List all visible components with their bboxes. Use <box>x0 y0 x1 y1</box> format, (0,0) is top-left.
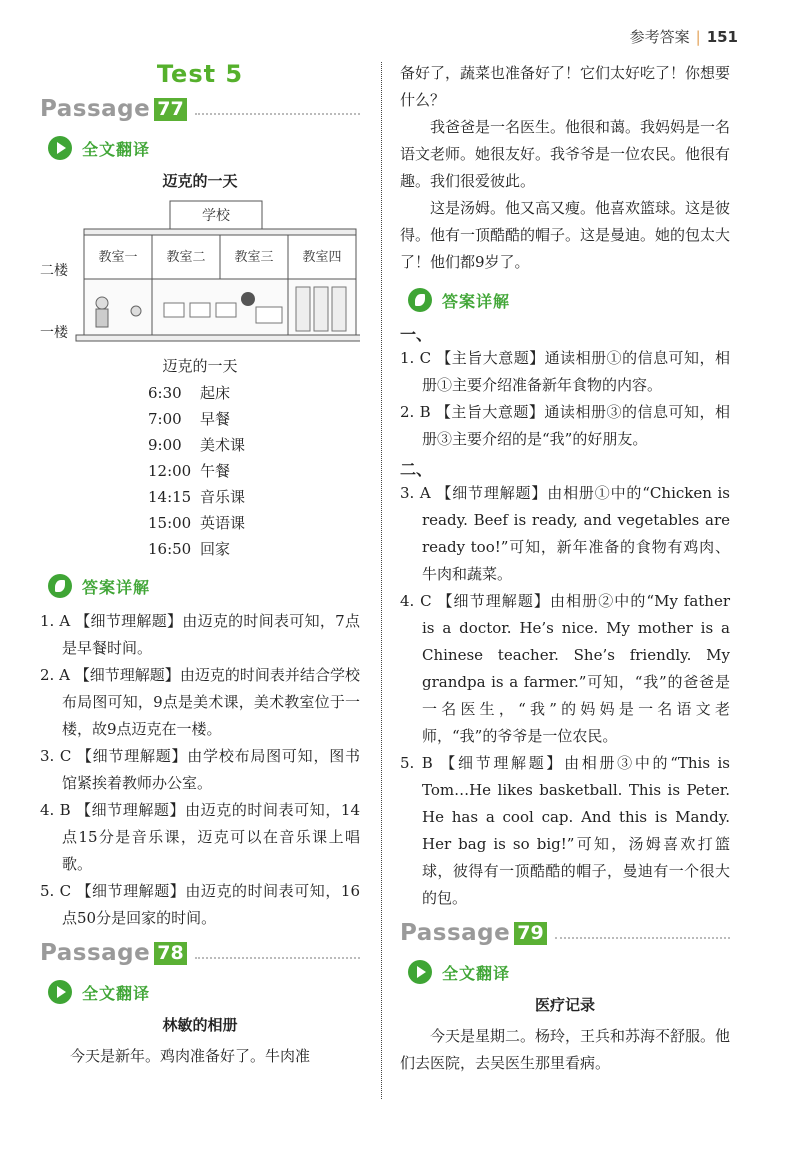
passage-77-heading <box>40 96 360 122</box>
translation-section-77 <box>48 136 360 160</box>
answer-item: 3. A 【细节理解题】由相册①中的“Chicken is ready. Beef is ready, and vegetables are ready too!”可知，新年准备的食物有鸡肉、牛肉和蔬菜。 <box>400 484 730 583</box>
schedule-row <box>148 536 360 562</box>
answer-item: 3. C 【细节理解题】由学校布局图可知，图书馆紧挨着教师办公室。 <box>40 747 360 792</box>
answer-section-77 <box>48 574 360 598</box>
passage-number: 77 <box>154 98 186 121</box>
schedule-row <box>148 406 360 432</box>
schedule-item: 午餐 <box>200 462 231 480</box>
column-divider <box>381 62 382 1099</box>
schedule-time: 12:00 <box>148 462 192 480</box>
section-label: 答案详解 <box>442 291 511 311</box>
schedule-list <box>148 380 360 562</box>
leaf-icon <box>408 288 432 312</box>
schedule-time: 7:00 <box>148 410 182 428</box>
passage-dotted-rule <box>195 947 360 959</box>
bookshelf-icon <box>332 287 346 331</box>
schedule-time: 15:00 <box>148 514 192 532</box>
paragraph: 今天是星期二。杨玲，王兵和苏海不舒服。他们去医院，去吴医生那里看病。 <box>400 1027 731 1072</box>
desk-icon <box>256 307 282 323</box>
answer-item: 2. B 【主旨大意题】通读相册③的信息可知，相册③主要介绍的是“我”的好朋友。 <box>400 403 730 448</box>
schedule-item: 起床 <box>200 384 231 402</box>
play-icon <box>48 980 72 1004</box>
schedule-time: 6:30 <box>148 384 182 402</box>
person-icon <box>131 306 141 316</box>
passage-word: Passage <box>40 96 151 122</box>
left-column <box>40 60 360 1070</box>
story-title-78: 林敏的相册 <box>162 1016 238 1034</box>
answer-item: 4. C 【细节理解题】由相册②中的“My father is a doctor. He’s nice. My mother is a Chinese teacher. She’s friendly. My grandpa is a farmer.”可知，“我”的爸爸是一名医生，“我”的妈妈是一名语文老师，“我”的爷爷是一位农民。 <box>400 592 730 745</box>
bookshelf-icon <box>296 287 310 331</box>
schedule-item: 英语课 <box>200 514 246 532</box>
play-icon <box>48 136 72 160</box>
right-column <box>400 60 730 1077</box>
schedule-time: 16:50 <box>148 540 192 558</box>
passage-word: Passage <box>40 940 151 966</box>
person-icon <box>96 309 108 327</box>
answer-item: 1. C 【主旨大意题】通读相册①的信息可知，相册①主要介绍准备新年食物的内容。 <box>400 349 730 394</box>
schedule-time: 14:15 <box>148 488 192 506</box>
passage-dotted-rule <box>555 927 730 939</box>
schedule-title: 迈克的一天 <box>162 357 238 375</box>
schedule-row <box>148 432 360 458</box>
translation-section-79 <box>408 960 730 984</box>
paragraph: 这是汤姆。他又高又瘦。他喜欢篮球。这是彼得。他有一顶酷酷的帽子。这是曼迪。她的包太大了！他们都9岁了。 <box>400 199 731 271</box>
passage-78-heading <box>40 940 360 966</box>
room-label: 教室一 <box>98 250 138 265</box>
section-label: 全文翻译 <box>82 983 151 1003</box>
passage-dotted-rule <box>195 103 360 115</box>
room-label: 教室二 <box>166 250 206 265</box>
answer-item: 1. A 【细节理解题】由迈克的时间表可知，7点是早餐时间。 <box>40 612 360 657</box>
desk-icon <box>190 303 210 317</box>
translation-section-78 <box>48 980 360 1004</box>
desk-icon <box>216 303 236 317</box>
answer-item: 5. B 【细节理解题】由相册③中的“This is Tom…He likes basketball. This is Peter. He has a cool cap. And this is Mandy. Her bag is so big!”可知，汤姆喜欢打篮球，彼得有一顶酷酷的帽子，曼迪有一个很大的包。 <box>400 754 730 907</box>
schedule-row <box>148 510 360 536</box>
header-section: 参考答案 <box>629 28 690 46</box>
floor-1-label: 一楼 <box>40 325 68 341</box>
paragraph: 备好了，蔬菜也准备好了！它们太好吃了！你想要什么？ <box>400 64 731 109</box>
passage-word: Passage <box>400 920 511 946</box>
schedule-item: 早餐 <box>200 410 231 428</box>
page-number: 151 <box>706 28 738 46</box>
schedule-row <box>148 380 360 406</box>
test-title: Test 5 <box>156 60 244 88</box>
answer-item: 4. B 【细节理解题】由迈克的时间表可知，14点15分是音乐课，迈克可以在音乐课上唱歌。 <box>40 801 360 873</box>
play-icon <box>408 960 432 984</box>
person-icon <box>241 292 255 306</box>
room-label: 教室三 <box>234 250 274 265</box>
section-label: 全文翻译 <box>82 139 151 159</box>
roof <box>84 229 356 235</box>
page-header <box>630 26 738 47</box>
leaf-icon <box>48 574 72 598</box>
room-label: 教室四 <box>302 250 342 265</box>
passage-79-heading <box>400 920 730 946</box>
schedule-row <box>148 484 360 510</box>
story-title-79: 医疗记录 <box>534 996 595 1014</box>
answer-item: 2. A 【细节理解题】由迈克的时间表并结合学校布局图可知，9点是美术课，美术教室位于一楼，故9点迈克在一楼。 <box>40 666 360 738</box>
floor-2-label: 二楼 <box>40 263 68 279</box>
schedule-item: 美术课 <box>200 436 246 454</box>
header-separator: | <box>695 28 701 46</box>
paragraph: 今天是新年。鸡肉准备好了。牛肉准 <box>70 1047 311 1065</box>
desk-icon <box>164 303 184 317</box>
schedule-item: 回家 <box>200 540 231 558</box>
passage-number: 78 <box>154 942 186 965</box>
schedule-row <box>148 458 360 484</box>
person-icon <box>96 297 108 309</box>
bookshelf-icon <box>314 287 328 331</box>
answer-item: 5. C 【细节理解题】由迈克的时间表可知，16点50分是回家的时间。 <box>40 882 360 927</box>
ground <box>76 335 360 341</box>
school-layout-diagram <box>40 199 360 349</box>
passage-number: 79 <box>514 922 546 945</box>
answer-section-78 <box>408 288 730 312</box>
schedule-time: 9:00 <box>148 436 182 454</box>
section-label: 答案详解 <box>82 577 151 597</box>
schedule-item: 音乐课 <box>200 488 246 506</box>
part-heading: 二、 <box>400 460 433 479</box>
story-title-77: 迈克的一天 <box>162 172 238 190</box>
paragraph: 我爸爸是一名医生。他很和蔼。我妈妈是一名语文老师。她很友好。我爷爷是一位农民。他很有趣。我们很爱彼此。 <box>400 118 731 190</box>
school-label: 学校 <box>202 208 230 224</box>
section-label: 全文翻译 <box>442 963 511 983</box>
school-diagram-svg <box>40 199 360 349</box>
part-heading: 一、 <box>400 325 433 344</box>
